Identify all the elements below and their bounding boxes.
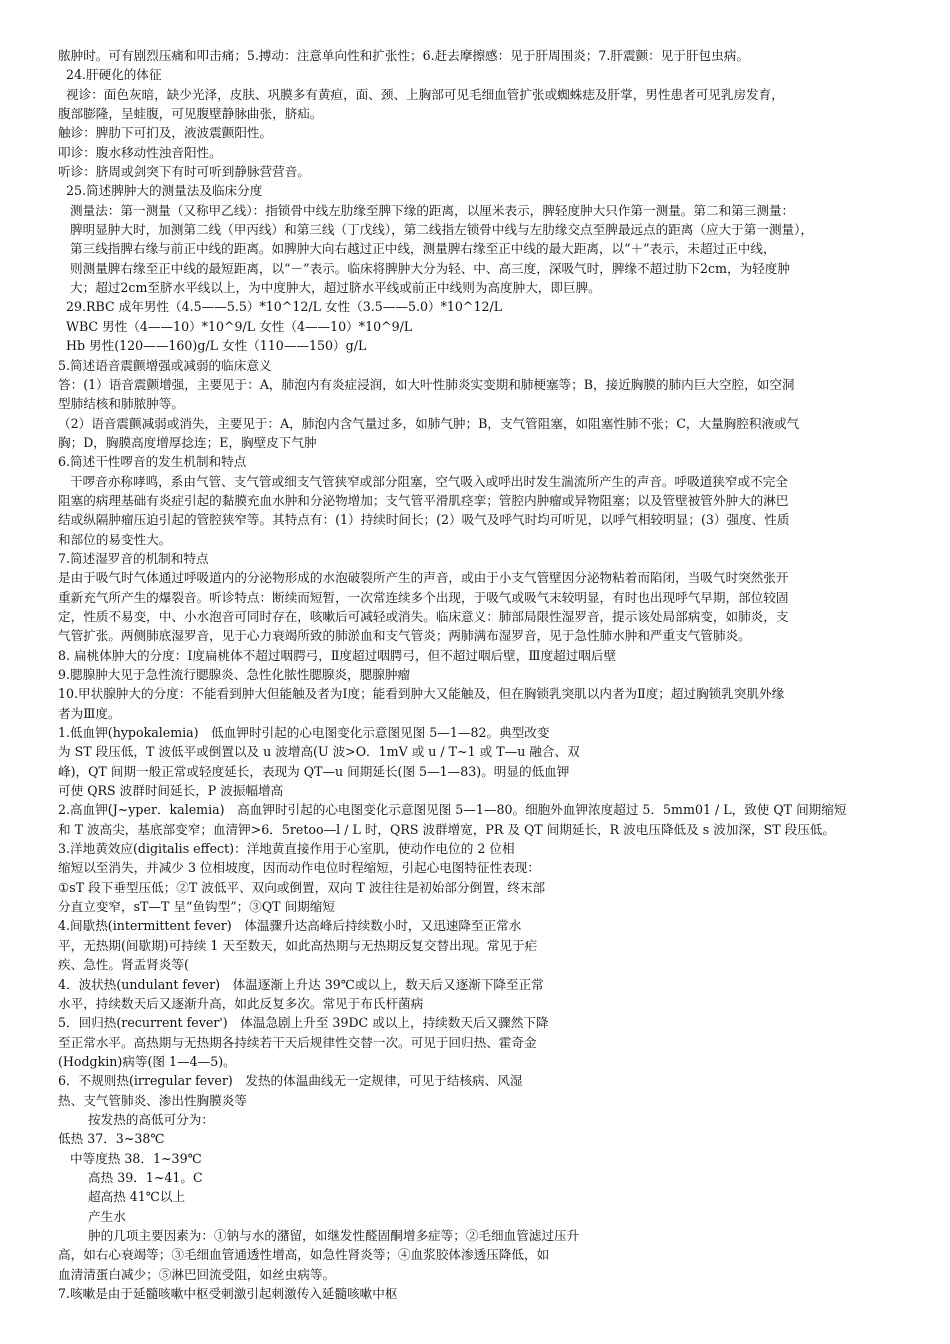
text-line: 大；超过2cm至脐水平线以上，为中度肿大，超过脐水平线或前正中线则为高度肿大，即巨脾。 <box>70 280 601 296</box>
text-line: 叩诊：腹水移动性浊音阳性。 <box>58 144 222 160</box>
text-line: 视诊：面色灰暗，缺少光泽，皮肤、巩膜多有黄疸，面、颈、上胸部可见毛细血管扩张或蜘蛛痣及肝掌，男性患者可见乳房发育， <box>66 86 784 102</box>
text-line: 低热 37．3~38℃ <box>58 1131 165 1147</box>
text-line: 5．回归热(recurrent fever') 体温急剧上升至 39DC 或以上，持续数天后又骤然下降 <box>58 1015 549 1031</box>
text-line: 者为Ⅲ度。 <box>58 705 121 721</box>
text-line: 平，无热期(间歇期)可持续 1 天至数天，如此高热期与无热期反复交替出现。常见于疟 <box>58 937 538 953</box>
section-heading: 25.简述脾肿大的测量法及临床分度 <box>66 183 263 199</box>
text-line: 至正常水平。高热期与无热期各持续若干天后规律性交替一次。可见于回归热、霍奇金 <box>58 1034 537 1050</box>
text-line: 1.低血钾(hypokalemia) 低血钾时引起的心电图变化示意图见图 5—1—82。典型改变 <box>58 725 550 741</box>
text-line: 结或纵隔肿瘤压迫引起的管腔狭窄等。其特点有：(1）持续时间长；(2）吸气及呼气时均可听见，以呼气相较明显；(3）强度、性质 <box>58 512 790 528</box>
text-line: 按发热的高低可分为： <box>88 1111 214 1127</box>
text-line: 缩短以至消失，并减少 3 位相坡度，因而动作电位时程缩短，引起心电图特征性表现： <box>58 860 540 876</box>
reference-line: 29.RBC 成年男性（4.5——5.5）*10^12/L 女性（3.5——5.0）*10^12/L <box>66 299 503 315</box>
text-line: 3.洋地黄效应(digitalis effect)：洋地黄直接作用于心室肌，使动作电位的 2 位相 <box>58 841 515 857</box>
text-line: 8. 扁桃体肿大的分度：Ⅰ度扁桃体不超过咽腭弓，Ⅱ度超过咽腭弓，但不超过咽后壁，Ⅲ度超过咽后壁 <box>58 647 617 663</box>
section-heading: 5.简述语音震颤增强或减弱的临床意义 <box>58 357 272 373</box>
text-line: 峰)，QT 间期一般正常或轻度延长，表现为 QT—u 间期延长(图 5—1—83)。明显的低血钾 <box>58 763 570 779</box>
text-line: 胸；D，胸膜高度增厚捻连；E，胸壁皮下气肿 <box>58 434 317 450</box>
text-line: 可使 QRS 波群时间延长，P 波振幅增高 <box>58 783 284 799</box>
list-item: 超高热 41℃以上 <box>88 1189 186 1205</box>
text-line: 4．波状热(undulant fever) 体温逐渐上升达 39℃或以上，数天后又逐渐下降至正常 <box>58 976 544 992</box>
text-line: ①sT 段下垂型压低；②T 波低平、双向或倒置，双向 T 波往往是初始部分倒置，终末部 <box>58 879 546 895</box>
text-line: 第三线指脾右缘与前正中线的距离。如脾肿大向右越过正中线，测量脾右缘至正中线的最大距离，以“＋”表示，未超过正中线， <box>70 241 776 257</box>
section-heading: 7.简述湿罗音的机制和特点 <box>58 550 209 566</box>
text-line: 水平，持续数天后又逐渐升高，如此反复多次。常见于布氏杆菌病 <box>58 995 424 1011</box>
text-line: 腹部膨隆，呈蛙腹，可见腹壁静脉曲张，脐疝。 <box>58 106 323 122</box>
text-line: 气管扩张。两侧肺底湿罗音，见于心力衰竭所致的肺淤血和支气管炎；两肺满布湿罗音，见于急性肺水肿和严重支气管肺炎。 <box>58 628 751 644</box>
text-line: 分直立变窄，sT—T 呈“鱼钩型”；③QT 间期缩短 <box>58 899 335 915</box>
reference-line: WBC 男性（4——10）*10^9/L 女性（4——10）*10^9/L <box>66 318 413 334</box>
text-line: 9.腮腺肿大见于急性流行腮腺炎、急性化脓性腮腺炎，腮腺肿瘤 <box>58 667 411 682</box>
text-line <box>58 1303 910 1322</box>
text-line: 听诊：脐周或剑突下有时可听到静脉营营音。 <box>58 164 310 180</box>
text-line: 为 ST 段压低，T 波低平或倒置以及 u 波增高(U 波>O．1mV 或 u / T~1 或 T—u 融合、双 <box>58 744 580 760</box>
reference-line: Hb 男性(120——160)g/L 女性（110——150）g/L <box>66 338 367 354</box>
text-line: 触诊：脾肋下可扪及，液波震颤阳性。 <box>58 125 273 141</box>
text-line: 疾、急性。肾盂肾炎等( <box>58 957 189 973</box>
text-line: 是由于吸气时气体通过呼吸道内的分泌物形成的水泡破裂所产生的声音，或由于小支气管壁因分泌物粘着而陷闭，当吸气时突然张开 <box>58 570 789 586</box>
text-line: 定，性质不易变，中、小水泡音可同时存在，咳嗽后可减轻或消失。临床意义：肺部局限性湿罗音，提示该处局部病变，如肺炎，支 <box>58 608 789 624</box>
text-line: 10.甲状腺肿大的分度：不能看到肿大但能触及者为Ⅰ度；能看到肿大又能触及，但在胸锁乳突肌以内者为Ⅱ度；超过胸锁乳突肌外缘 <box>58 686 785 702</box>
section-heading: 6.简述干性啰音的发生机制和特点 <box>58 454 247 470</box>
document-body <box>58 46 910 1342</box>
section-heading: 24.肝硬化的体征 <box>66 67 162 83</box>
text-line: （2）语音震颤减弱或消失，主要见于：A，肺泡内含气量过多，如肺气肿；B，支气管阻塞，如阻塞性肺不张；C，大量胸腔积液或气 <box>58 415 800 431</box>
text-line: 型肺结核和肺脓肿等。 <box>58 396 184 412</box>
text-line: 脾明显肿大时，加测第二线（甲丙线）和第三线（丁戊线），第二线指左锁骨中线与左肋缘交点至脾最远点的距离（应大于第一测量）， <box>70 222 814 238</box>
text-line: (Hodgkin)病等(图 1—4—5)。 <box>58 1053 236 1069</box>
text-line: 4.间歇热(intermittent fever) 体温骤升达高峰后持续数小时，又迅速降至正常水 <box>58 918 522 934</box>
text-line: 则测量脾右缘至正中线的最短距离，以“－”表示。临床将脾肿大分为轻、中、高三度，深吸气时，脾缘不超过肋下2cm，为轻度肿 <box>70 260 790 276</box>
text-line: 和部位的易变性大。 <box>58 531 172 547</box>
list-item: 产生水 <box>88 1208 126 1224</box>
text-line: 阻塞的病理基础有炎症引起的黏膜充血水肿和分泌物增加；支气管平滑肌痉挛；管腔内肿瘤或异物阻塞；以及管壁被管外肿大的淋巴 <box>58 492 789 508</box>
text-line: 脓肿时。可有剧烈压痛和叩击痛；5.搏动：注意单向性和扩张性；6.赶去摩擦感：见于肝周围炎；7.肝震颤：见于肝包虫病。 <box>58 48 749 63</box>
text-line: 6．不规则热(irregular fever) 发热的体温曲线无一定规律，可见于结核病、风湿 <box>58 1073 523 1089</box>
text-line: 中等度热 38．1~39℃ <box>70 1150 202 1166</box>
text-line: 高，如右心衰竭等；③毛细血管通透性增高，如急性肾炎等；④血浆胶体渗透压降低，如 <box>58 1247 550 1263</box>
text-line: 7.咳嗽是由于延髓咳嗽中枢受刺激引起刺激传入延髓咳嗽中枢 <box>58 1286 398 1301</box>
text-line: 血清清蛋白减少；⑤淋巴回流受阻，如丝虫病等。 <box>58 1266 336 1282</box>
text-line: 答：(1）语音震颤增强，主要见于：A，肺泡内有炎症浸润，如大叶性肺炎实变期和肺梗塞等；B，接近胸膜的肺内巨大空腔，如空洞 <box>58 376 795 392</box>
text-line <box>58 1323 910 1342</box>
text-line: 热、支气管肺炎、渗出性胸膜炎等 <box>58 1092 247 1108</box>
text-line: 重新充气所产生的爆裂音。听诊特点：断续而短暂，一次常连续多个出现，于吸气或吸气末较明显，有时也出现呼气早期，部位较固 <box>58 589 789 605</box>
text-line: 2.高血钾(J~yper．kalemia) 高血钾时引起的心电图变化示意图见图 5—1—80。细胞外血钾浓度超过 5．5mm01 / L，致使 QT 间期缩短 <box>58 802 847 818</box>
text-line: 干啰音亦称哮鸣，系由气管、支气管或细支气管狭窄或部分阻塞，空气吸入或呼出时发生湍流所产生的声音。呼吸道狭窄或不完全 <box>70 473 788 489</box>
list-item: 高热 39．1~41。C <box>88 1169 203 1185</box>
text-line: 测量法：第一测量（又称甲乙线）：指锁骨中线左肋缘至脾下缘的距离，以厘米表示，脾轻度肿大只作第一测量。第二和第三测量： <box>70 202 795 218</box>
text-line: 和 T 波高尖，基底部变窄；血清钾>6．5retoo—l / L 时，QRS 波群增宽，PR 及 QT 间期延长，R 波电压降低及 s 波加深，ST 段压低。 <box>58 821 835 837</box>
list-item: 肿的几项主要因素为：①钠与水的潴留，如继发性醛固酮增多症等；②毛细血管滤过压升 <box>88 1227 580 1243</box>
